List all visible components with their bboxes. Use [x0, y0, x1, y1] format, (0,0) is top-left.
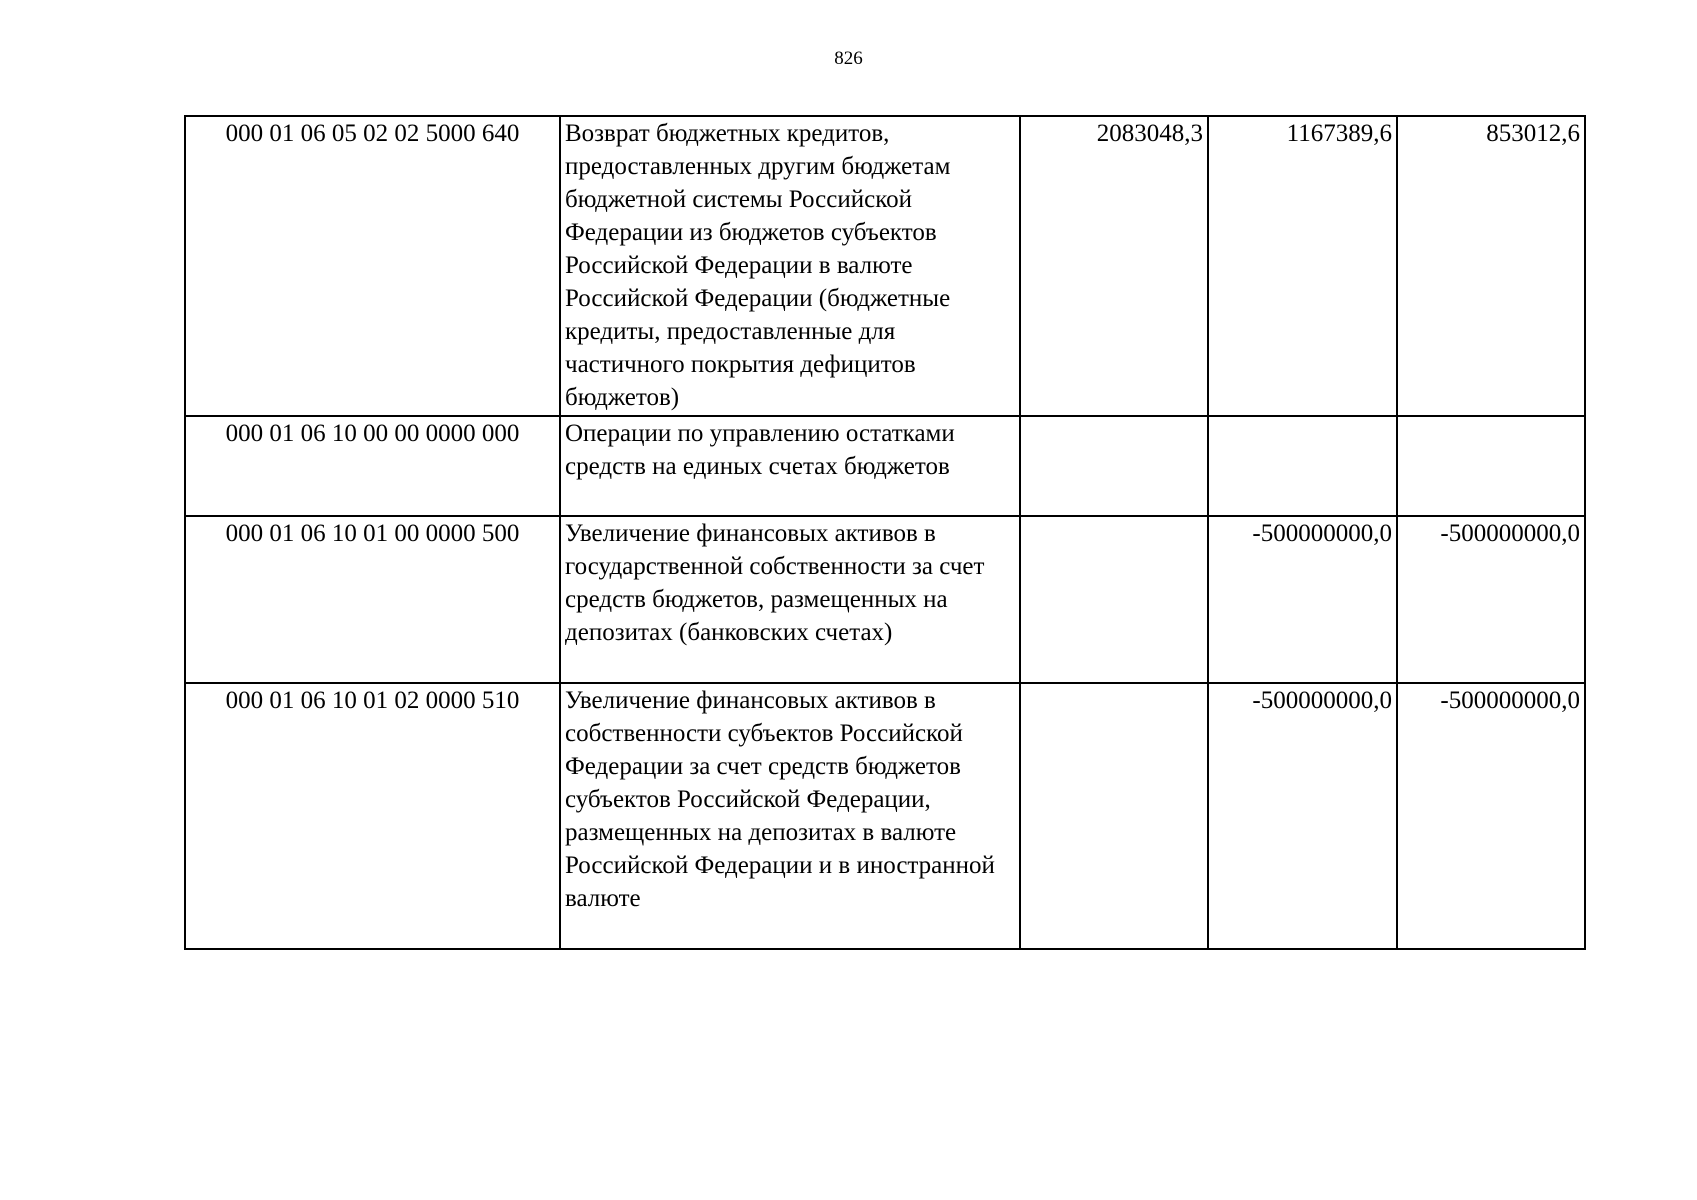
budget-code-cell: 000 01 06 10 00 00 0000 000: [185, 416, 560, 516]
description-cell: Увеличение финансовых активов в собственности субъектов Российской Федерации за счет средств бюджетов субъектов Российской Федерации, размещенных на депозитах в валюте Российской Федерации и в иностранной валюте: [560, 683, 1020, 949]
page-number: 826: [834, 48, 863, 69]
value-cell-2: -500000000,0: [1208, 516, 1397, 683]
value-cell-2: 1167389,6: [1208, 116, 1397, 416]
value-cell-1: [1020, 683, 1208, 949]
budget-code-cell: 000 01 06 10 01 02 0000 510: [185, 683, 560, 949]
description-cell: Операции по управлению остатками средств на единых счетах бюджетов: [560, 416, 1020, 516]
value-cell-1: [1020, 416, 1208, 516]
value-cell-3: -500000000,0: [1397, 516, 1585, 683]
value-cell-3: [1397, 416, 1585, 516]
value-cell-3: -500000000,0: [1397, 683, 1585, 949]
description-cell: Увеличение финансовых активов в государственной собственности за счет средств бюджетов, размещенных на депозитах (банковских счетах): [560, 516, 1020, 683]
table-row: [185, 516, 1585, 683]
table-row: [185, 683, 1585, 949]
budget-code-cell: 000 01 06 05 02 02 5000 640: [185, 116, 560, 416]
value-cell-2: [1208, 416, 1397, 516]
budget-sources-table: [184, 115, 1586, 950]
table-row: [185, 116, 1585, 416]
table-row: [185, 416, 1585, 516]
budget-code-cell: 000 01 06 10 01 00 0000 500: [185, 516, 560, 683]
value-cell-3: 853012,6: [1397, 116, 1585, 416]
value-cell-1: [1020, 516, 1208, 683]
value-cell-1: 2083048,3: [1020, 116, 1208, 416]
value-cell-2: -500000000,0: [1208, 683, 1397, 949]
description-cell: Возврат бюджетных кредитов, предоставленных другим бюджетам бюджетной системы Российской Федерации из бюджетов субъектов Российской Федерации в валюте Российской Федерации (бюджетные кредиты, предоставленные для частичного покрытия дефицитов бюджетов): [560, 116, 1020, 416]
